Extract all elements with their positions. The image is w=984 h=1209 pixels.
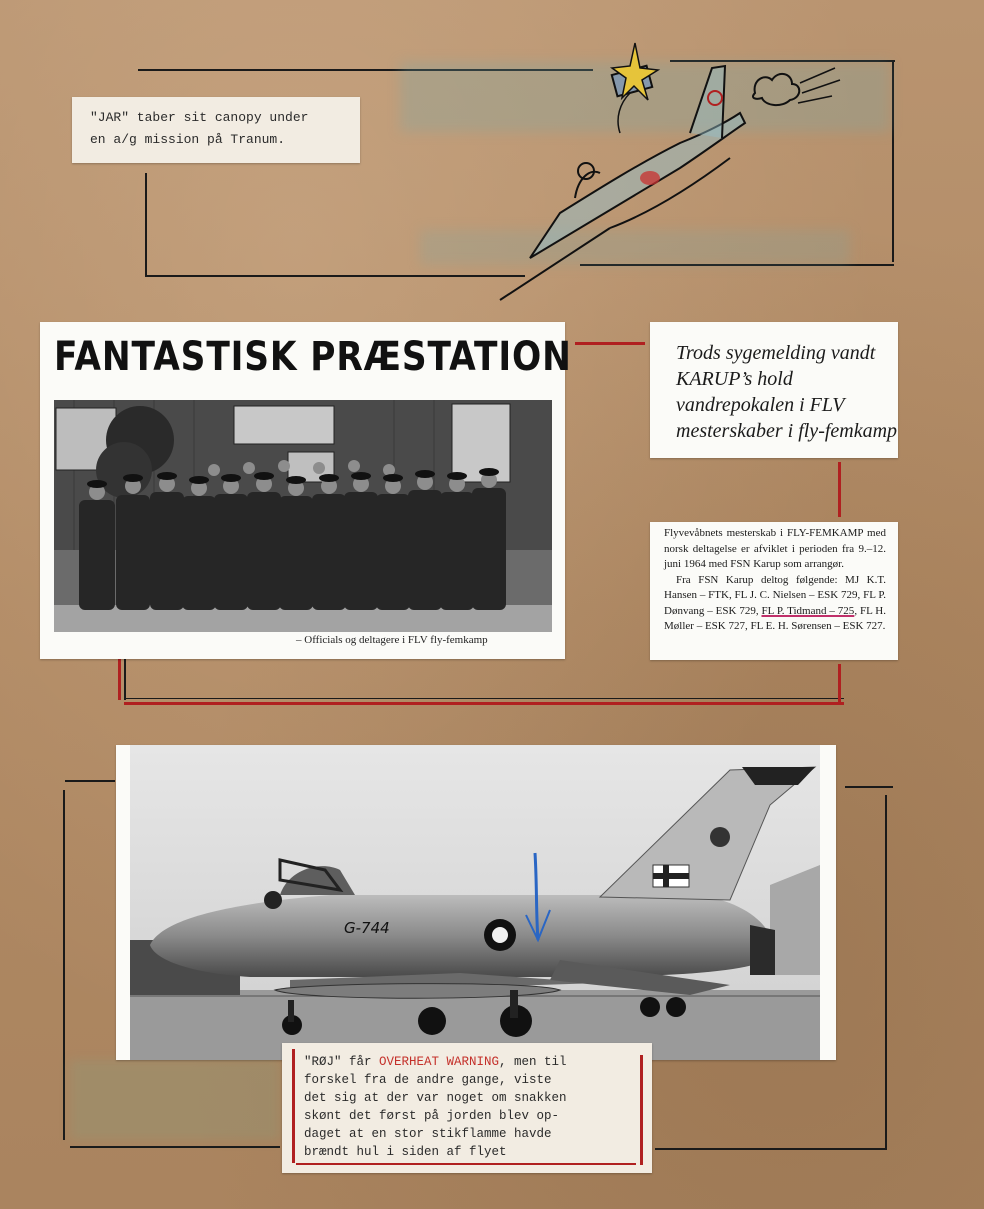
newspaper-clipping-photo <box>40 322 572 659</box>
top-typed-note <box>72 97 360 163</box>
photo-caption: – Officials og deltagere i FLV fly-femkamp <box>296 634 488 646</box>
overheat-warning-text: OVERHEAT WARNING <box>379 1055 500 1069</box>
news-paragraph-2-start: Fra FSN Karup deltog følgende: MJ K.T. Hansen – FTK, FL J. C. Nielsen – ESK 729, FL P. Dønvang – ESK 729, <box>664 573 886 617</box>
bottom-note-line-1-start: "RØJ" får <box>304 1055 380 1069</box>
news-paragraph-1: Flyvevåbnets mesterskab i FLY-FEMKAMP med norsk deltagelse er afviklet i perioden fra 9.–12. juni 1964 med FSN Karup som arrangør. <box>664 527 886 570</box>
team-group-photo <box>54 400 552 632</box>
headline: FANTASTISK PRÆSTATION <box>54 334 572 380</box>
summary-box <box>650 322 898 458</box>
news-underlined-name: FL P. Tidmand – 725 <box>761 604 855 617</box>
aircraft-registration: G-744 <box>344 919 390 937</box>
news-clipping-text <box>650 522 898 660</box>
jet-cartoon-drawing <box>490 38 850 308</box>
bottom-note-line-6: brændt hul i siden af flyet <box>304 1145 507 1159</box>
summary-line-4: mesterskaber i fly-femkamp <box>676 420 898 442</box>
bottom-note-line-5: daget at en stor stikflamme havde <box>304 1127 552 1141</box>
bottom-note-line-1 <box>304 1053 652 1071</box>
news-paragraph-2-end: , FL H. Møller – ESK 727, FL E. H. Sørensen – ESK 727. <box>664 604 886 632</box>
top-note-line-2: en a/g mission på Tranum. <box>90 132 286 147</box>
summary-line-2: KARUP’s hold <box>676 368 793 390</box>
bottom-note-line-4: skønt det først på jorden blev op- <box>304 1109 560 1123</box>
aircraft-photo <box>130 745 820 1060</box>
bottom-note-line-1-end: , men til <box>499 1055 567 1069</box>
summary-line-3: vandrepokalen i FLV <box>676 394 845 416</box>
summary-line-1: Trods sygemelding vandt <box>676 342 876 364</box>
bottom-typed-note <box>282 1043 652 1173</box>
bottom-note-line-2: forskel fra de andre gange, viste <box>304 1073 552 1087</box>
top-note-line-1: "JAR" taber sit canopy under <box>90 110 309 125</box>
news-paragraph-2 <box>664 573 886 635</box>
aircraft-photo-frame <box>116 745 836 1060</box>
bottom-note-line-3: det sig at der var noget om snakken <box>304 1091 567 1105</box>
